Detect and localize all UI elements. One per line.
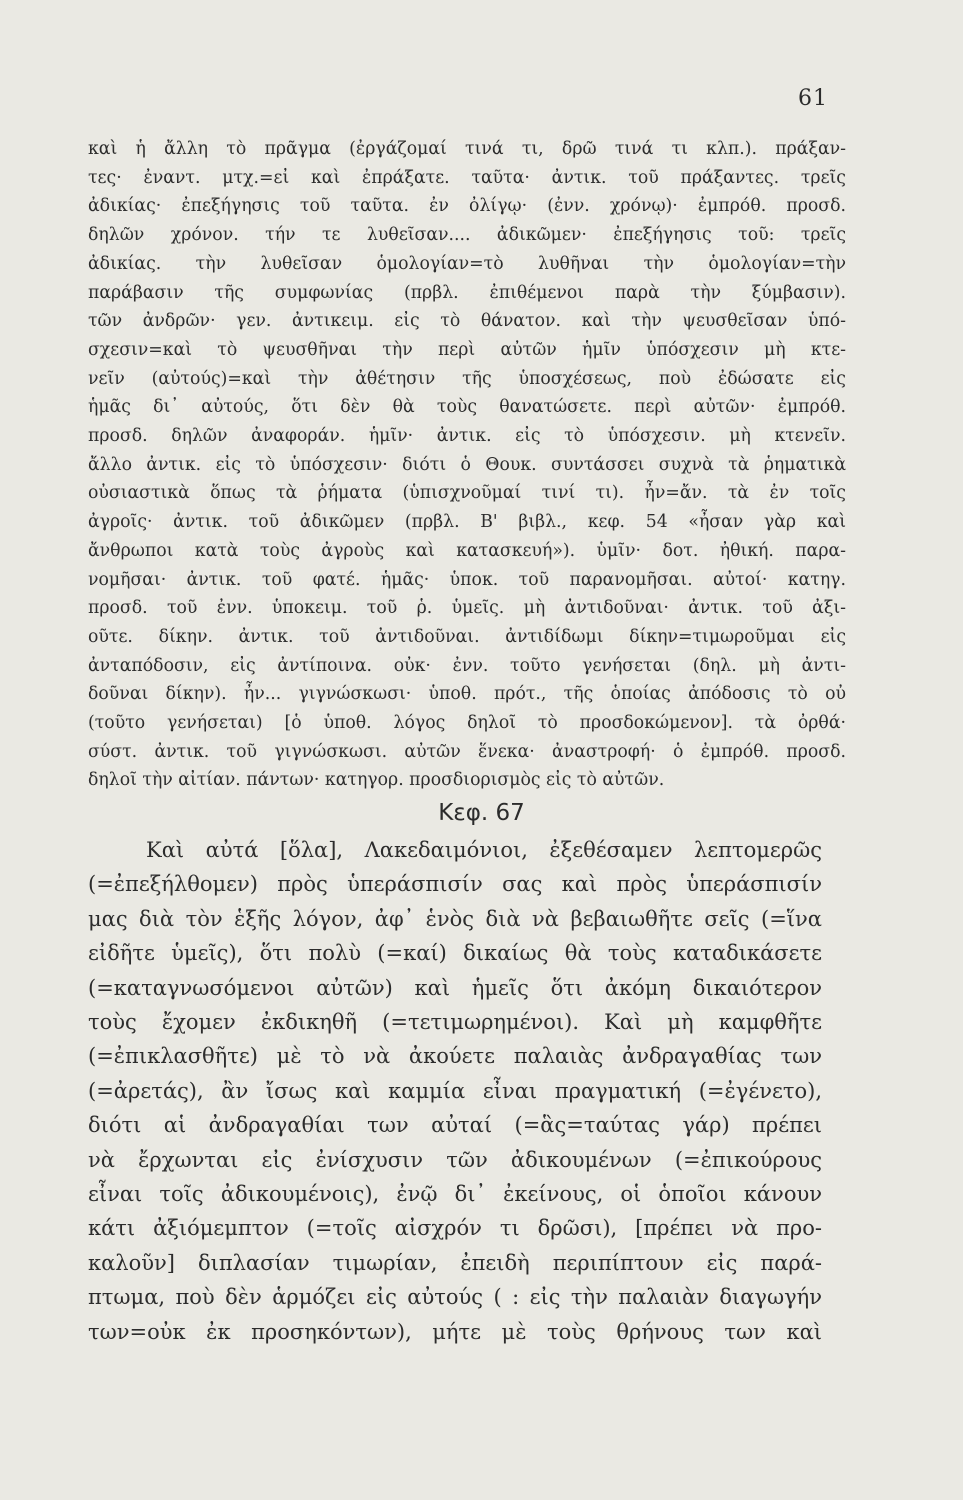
text-line: εἰδῆτε ὑμεῖς), ὅτι πολὺ (=καί) δικαίως θὰ τοὺς καταδικάσετε <box>88 941 822 966</box>
text-line: ἀδικίας. τὴν λυθεῖσαν ὁμολογίαν=τὸ λυθῆναι τὴν ὁμολογίαν=τὴν <box>88 253 846 274</box>
text-line: (=καταγνωσόμενοι αὐτῶν) καὶ ἡμεῖς ὅτι ἀκόμη δικαιότερον <box>88 975 822 1000</box>
text-line: ἄνθρωποι κατὰ τοὺς ἀγροὺς καὶ κατασκευή»). ὑμῖν· δοτ. ἠθική. παρα- <box>88 540 846 561</box>
text-line: οῦτε. δίκην. ἀντικ. τοῦ ἀντιδοῦναι. ἀντιδίδωμι δίκην=τιμωροῦμαι εἰς <box>88 626 846 647</box>
text-line: δηλῶν χρόνον. τήν τε λυθεῖσαν.... ἀδικῶμεν· ἐπεξήγησις τοῦ: τρεῖς <box>88 225 846 246</box>
text-line: σχεσιν=καὶ τὸ ψευσθῆναι τὴν περὶ αὐτῶν ἡμῖν ὑπόσχεσιν μὴ κτε- <box>88 339 846 360</box>
text-line: δηλοῖ τὴν αἰτίαν. πάντων· κατηγορ. προσδιορισμὸς εἰς τὸ αὐτῶν. <box>88 770 665 791</box>
text-line: προσδ. τοῦ ἐνν. ὑποκειμ. τοῦ ῥ. ὑμεῖς. μὴ ἀντιδοῦναι· ἀντικ. τοῦ ἀξι- <box>88 598 846 619</box>
text-line: διότι αἱ ἀνδραγαθίαι των αὐταί (=ἃς=ταύτας γάρ) πρέπει <box>88 1113 822 1138</box>
text-line: οὐσιαστικὰ ὅπως τὰ ῥήματα (ὑπισχνοῦμαί τινί τι). ἦν=ἄν. τὰ ἐν τοῖς <box>88 483 846 504</box>
text-line: ἀνταπόδοσιν, εἰς ἀντίποινα. οὐκ· ἐνν. τοῦτο γενήσεται (δηλ. μὴ ἀντι- <box>88 655 846 676</box>
text-line: (=ἐπεξήλθομεν) πρὸς ὑπεράσπισίν σας καὶ πρὸς ὑπεράσπισίν <box>88 872 822 897</box>
commentary-notes <box>88 135 846 795</box>
text-line: ἀδικίας· ἐπεξήγησις τοῦ ταῦτα. ἐν ὀλίγῳ· (ἐνν. χρόνῳ)· ἐμπρόθ. προσδ. <box>88 196 846 217</box>
text-line: ἄλλο ἀντικ. εἰς τὸ ὑπόσχεσιν· διότι ὁ Θουκ. συντάσσει συχνὰ τὰ ῥηματικὰ <box>88 454 846 475</box>
text-line: νεῖν (αὐτούς)=καὶ τὴν ἀθέτησιν τῆς ὑποσχέσεως, ποὺ ἐδώσατε εἰς <box>88 368 846 389</box>
text-line: παράβασιν τῆς συμφωνίας (πρβλ. ἐπιθέμενοι παρὰ τὴν ξύμβασιν). <box>88 282 846 303</box>
text-line: νομῆσαι· ἀντικ. τοῦ φατέ. ἡμᾶς· ὑποκ. τοῦ παρανομῆσαι. αὐτοί· κατηγ. <box>88 569 846 590</box>
text-line: ἡμᾶς δι᾽ αὐτούς, ὅτι δὲν θὰ τοὺς θανατώσετε. περὶ αὐτῶν· ἐμπρόθ. <box>88 397 846 418</box>
text-line: τες· ἐναντ. μτχ.=εἰ καὶ ἐπράξατε. ταῦτα· ἀντικ. τοῦ πράξαντες. τρεῖς <box>88 167 846 188</box>
text-line: πτωμα, ποὺ δὲν ἁρμόζει εἰς αὐτούς ( : εἰς τὴν παλαιὰν διαγωγήν <box>88 1285 822 1310</box>
text-line: ἀγροῖς· ἀντικ. τοῦ ἀδικῶμεν (πρβλ. Β' βιβλ., κεφ. 54 «ἦσαν γὰρ καὶ <box>88 512 846 533</box>
text-line: (=ἐπικλασθῆτε) μὲ τὸ νὰ ἀκούετε παλαιὰς ἀνδραγαθίας των <box>88 1044 822 1069</box>
text-line: καλοῦν] διπλασίαν τιμωρίαν, ἐπειδὴ περιπίπτουν εἰς παρά- <box>88 1250 822 1275</box>
text-line: των=οὐκ ἐκ προσηκόντων), μήτε μὲ τοὺς θρήνους των καὶ <box>88 1319 822 1344</box>
text-line: τῶν ἀνδρῶν· γεν. ἀντικειμ. εἰς τὸ θάνατον. καὶ τὴν ψευσθεῖσαν ὑπό- <box>88 311 846 332</box>
page-number: 61 <box>798 86 828 111</box>
text-line: προσδ. δηλῶν ἀναφοράν. ἡμῖν· ἀντικ. εἰς τὸ ὑπόσχεσιν. μὴ κτενεῖν. <box>88 426 846 447</box>
text-line: τοὺς ἔχομεν ἐκδικηθῆ (=τετιμωρημένοι). Καὶ μὴ καμφθῆτε <box>88 1010 822 1035</box>
text-line: (=ἀρετάς), ἂν ἴσως καὶ καμμία εἶναι πραγματική (=ἐγένετο), <box>88 1078 822 1103</box>
translation-text <box>88 833 822 1349</box>
text-line: Καὶ αὐτά [ὅλα], Λακεδαιμόνιοι, ἐξεθέσαμεν λεπτομερῶς <box>146 838 822 862</box>
text-line: εἶναι τοῖς ἀδικουμένοις), ἐνῷ δι᾽ ἐκείνους, οἱ ὁποῖοι κάνουν <box>88 1182 822 1207</box>
text-line: (τοῦτο γενήσεται) [ὁ ὑποθ. λόγος δηλοῖ τὸ προσδοκώμενον]. τὰ ὀρθά· <box>88 713 846 734</box>
text-line: κάτι ἀξιόμεμπτον (=τοῖς αἰσχρόν τι δρῶσι), [πρέπει νὰ προ- <box>88 1216 822 1241</box>
text-line: νὰ ἔρχωνται εἰς ἐνίσχυσιν τῶν ἀδικουμένων (=ἐπικούρους <box>88 1147 822 1172</box>
text-line: σύστ. ἀντικ. τοῦ γιγνώσκωσι. αὐτῶν ἕνεκα· ἀναστροφή· ὁ ἐμπρόθ. προσδ. <box>88 741 846 762</box>
text-line: δοῦναι δίκην). ἦν... γιγνώσκωσι· ὑποθ. πρότ., τῆς ὁποίας ἀπόδοσις τὸ οὐ <box>88 684 846 705</box>
chapter-heading: Κεφ. 67 <box>438 800 525 826</box>
text-line: μας διὰ τὸν ἑξῆς λόγον, ἀφ᾽ ἑνὸς διὰ νὰ βεβαιωθῆτε σεῖς (=ἵνα <box>88 906 822 931</box>
text-line: καὶ ἡ ἄλλη τὸ πρᾶγμα (ἐργάζομαί τινά τι, δρῶ τινά τι κλπ.). πράξαν- <box>88 139 846 159</box>
